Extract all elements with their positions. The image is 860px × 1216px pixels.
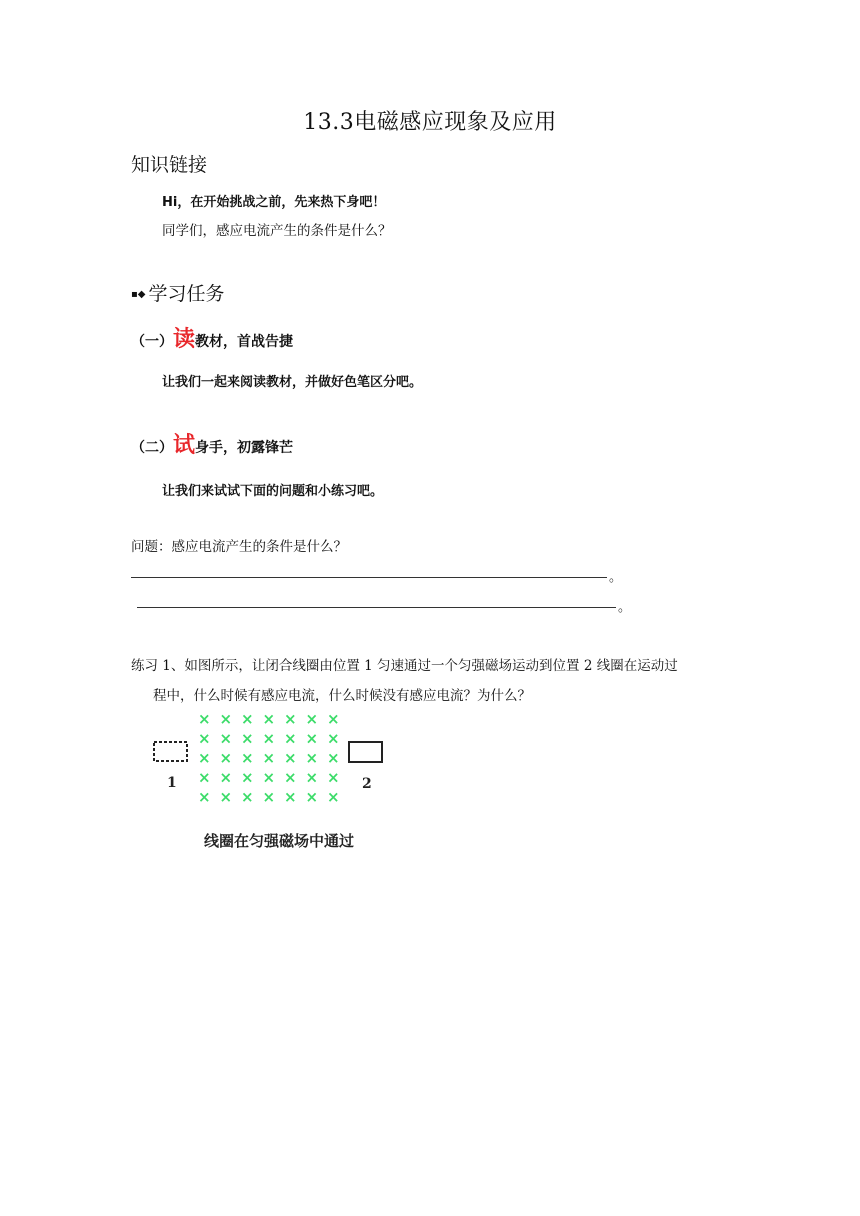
- field-mark: ×: [198, 710, 211, 728]
- field-mark: ×: [262, 768, 276, 787]
- warmup-text: Hi，在开始挑战之前，先来热下身吧！: [162, 195, 386, 210]
- field-mark: ×: [262, 710, 276, 728]
- coil-position-1: [154, 742, 187, 761]
- section-try-heading: [131, 428, 293, 459]
- field-mark: ×: [219, 788, 233, 806]
- section-read-big-char: 读: [173, 327, 196, 352]
- field-mark: ×: [198, 768, 211, 787]
- field-mark: ×: [198, 729, 211, 748]
- field-mark: ×: [327, 788, 340, 806]
- field-mark: ×: [284, 710, 297, 728]
- section-read-description: 让我们一起来阅读教材，并做好色笔区分吧。: [162, 375, 423, 390]
- figure-caption: 线圈在匀强磁场中通过: [204, 832, 355, 850]
- field-mark: ×: [284, 768, 297, 787]
- page-title: 13.3电磁感应现象及应用: [303, 110, 557, 135]
- answer-line-1-period: 。: [609, 570, 623, 585]
- section-try-suffix: 身手，初露锋芒: [195, 440, 294, 456]
- field-mark: ×: [262, 788, 276, 806]
- knowledge-link-heading: 知识链接: [131, 154, 208, 176]
- label-position-2: 2: [362, 776, 372, 792]
- field-mark: ×: [241, 768, 254, 787]
- field-mark: ×: [241, 788, 254, 806]
- field-mark: ×: [284, 788, 297, 806]
- section-read-heading: [131, 322, 293, 353]
- magnetic-field-figure: [148, 707, 398, 821]
- learning-task-heading: [131, 279, 224, 306]
- field-mark: ×: [262, 729, 276, 748]
- field-mark: ×: [219, 710, 233, 728]
- label-position-1: 1: [167, 775, 177, 791]
- field-mark: ×: [327, 749, 340, 767]
- field-mark: ×: [305, 788, 319, 806]
- field-mark: ×: [305, 768, 319, 787]
- field-mark: ×: [327, 768, 340, 787]
- field-mark: ×: [327, 710, 340, 728]
- field-mark: ×: [241, 710, 254, 728]
- field-mark: ×: [305, 749, 319, 767]
- field-mark: ×: [241, 729, 254, 748]
- section-read-suffix: 教材，首战告捷: [195, 334, 294, 350]
- field-mark: ×: [198, 788, 211, 806]
- exercise-1-line-2: 程中，什么时候有感应电流，什么时候没有感应电流？为什么？: [153, 688, 531, 704]
- field-mark: ×: [198, 749, 211, 767]
- field-mark: ×: [284, 749, 297, 767]
- field-mark: ×: [305, 710, 319, 728]
- field-mark: ×: [262, 749, 276, 767]
- field-mark: ×: [241, 749, 254, 767]
- section-read-prefix: （一）: [131, 334, 173, 350]
- bullet-icon: ▪◆: [131, 289, 146, 300]
- warmup-question: 同学们，感应电流产生的条件是什么？: [162, 223, 392, 239]
- field-mark: ×: [327, 729, 340, 748]
- answer-line-1[interactable]: [131, 577, 607, 578]
- question-text: 问题：感应电流产生的条件是什么？: [131, 539, 347, 555]
- learning-task-title: 学习任务: [148, 283, 225, 305]
- answer-line-2-period: 。: [618, 600, 632, 615]
- field-mark: ×: [284, 729, 297, 748]
- exercise-1-text: [131, 651, 751, 711]
- field-mark: ×: [219, 768, 233, 787]
- coil-position-2: [349, 742, 382, 762]
- answer-line-2[interactable]: [137, 607, 616, 608]
- section-try-prefix: （二）: [131, 440, 173, 456]
- magnetic-field-diagram: [148, 707, 398, 817]
- field-mark-grid: [198, 710, 340, 806]
- field-mark: ×: [305, 729, 319, 748]
- section-try-big-char: 试: [173, 433, 196, 458]
- field-mark: ×: [219, 749, 233, 767]
- field-mark: ×: [219, 729, 233, 748]
- section-try-description: 让我们来试试下面的问题和小练习吧。: [162, 484, 384, 499]
- exercise-1-line-1: 练习 1、如图所示，让闭合线圈由位置 1 匀速通过一个匀强磁场运动到位置 2 线圈在运动过: [131, 658, 678, 674]
